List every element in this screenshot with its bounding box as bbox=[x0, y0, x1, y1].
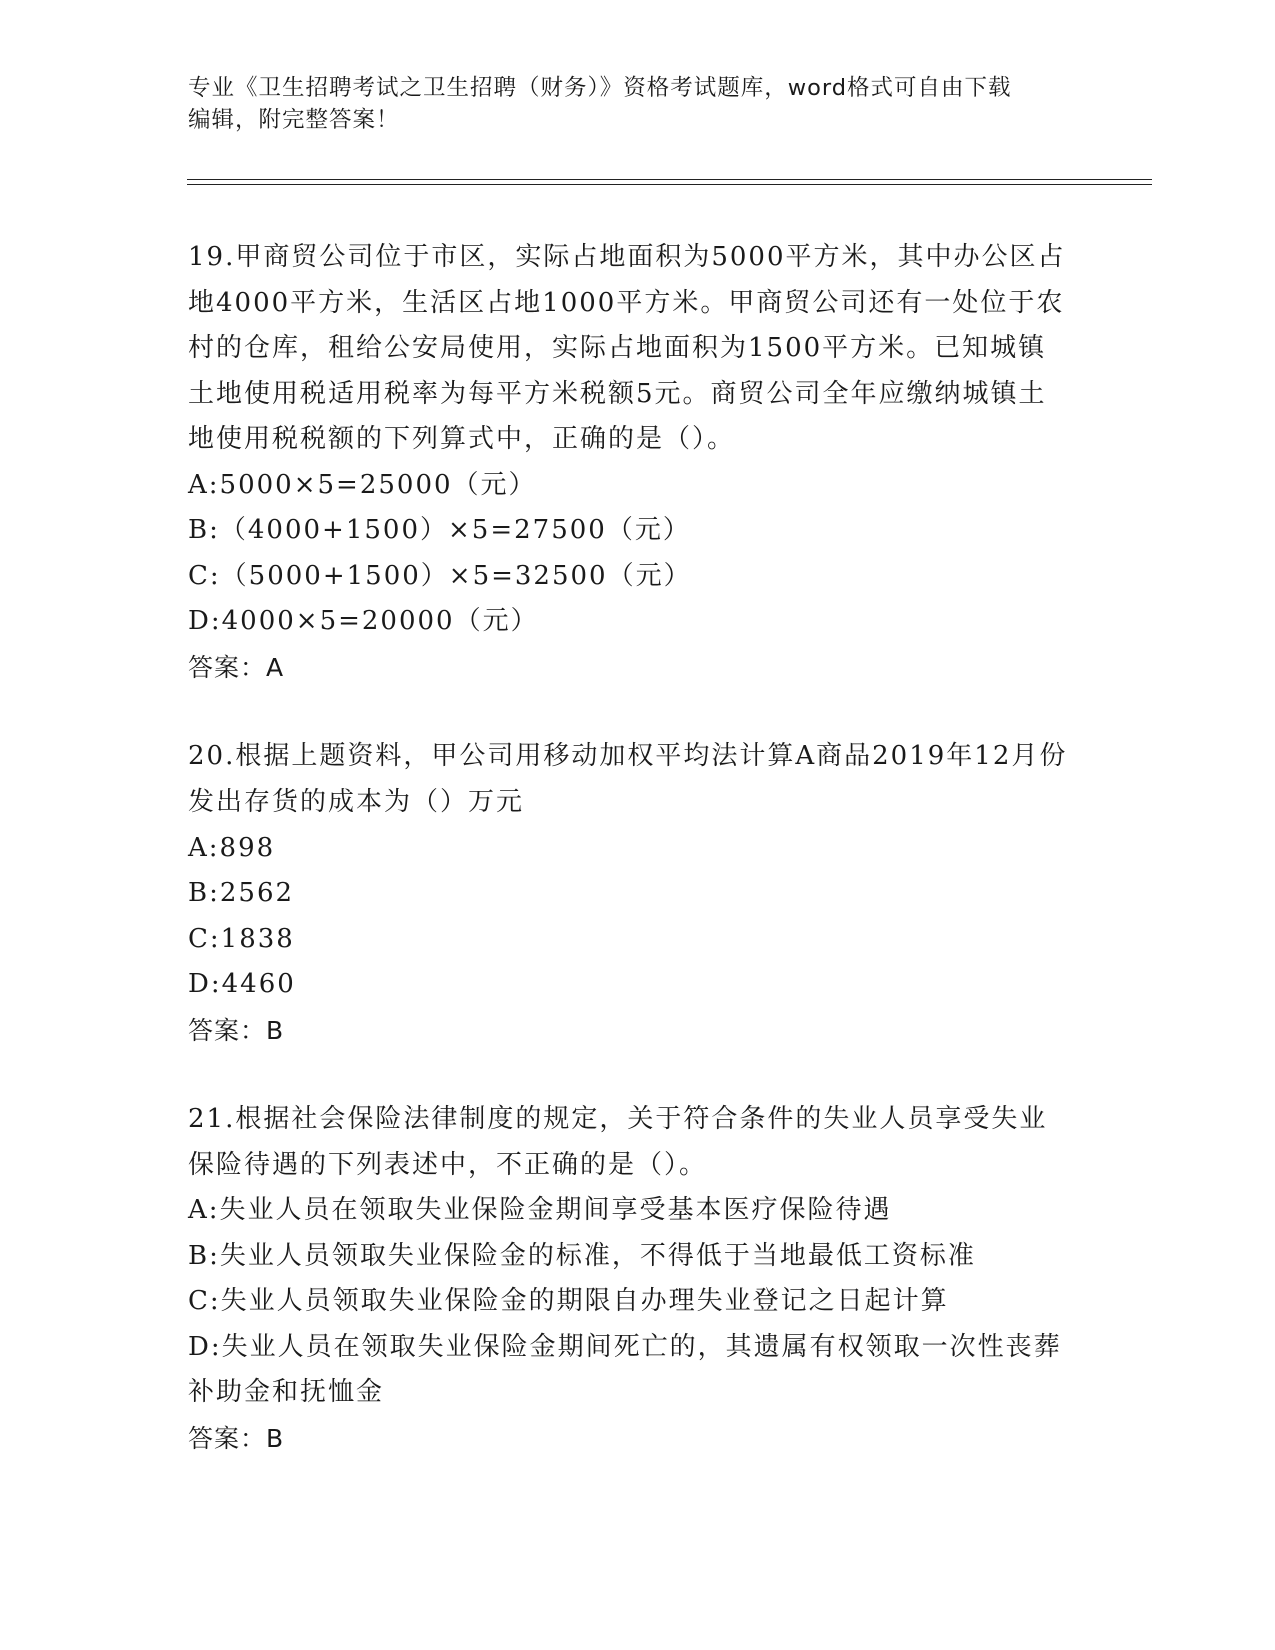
option-letter: D: bbox=[188, 1331, 222, 1362]
header-divider-top bbox=[187, 179, 1152, 180]
option-letter: D: bbox=[188, 969, 222, 1000]
option-list bbox=[188, 826, 1068, 1008]
option-text: 失业人员领取失业保险金的期限自办理失业登记之日起计算 bbox=[220, 1286, 949, 1317]
option-text: 4000×5=20000（元） bbox=[221, 606, 539, 637]
option-d bbox=[188, 599, 1068, 645]
option-c bbox=[188, 554, 1068, 600]
option-a bbox=[188, 463, 1068, 509]
question-stem: 20.根据上题资料，甲公司用移动加权平均法计算A商品2019年12月份发出存货的成本为（）万元 bbox=[188, 741, 1068, 818]
option-letter: D: bbox=[188, 606, 222, 637]
question-stem: 19.甲商贸公司位于市区，实际占地面积为5000平方米，其中办公区占地4000平方米，生活区占地1000平方米。甲商贸公司还有一处位于农村的仓库，租给公安局使用，实际占地面积为1500平方米。已知城镇土地使用税适用税率为每平方米税额5元。商贸公司全年应缴纳城镇土地使用税税额的下列算式中，正确的是（）。 bbox=[188, 242, 1066, 455]
option-text: （5000+1500）×5=32500（元） bbox=[220, 560, 692, 591]
option-b bbox=[188, 1234, 1068, 1280]
option-a bbox=[188, 826, 1068, 872]
question-list bbox=[188, 235, 1068, 1505]
header-line-1: 专业《卫生招聘考试之卫生招聘（财务）》资格考试题库，word格式可自由下载 bbox=[188, 75, 1012, 101]
option-d bbox=[188, 1325, 1068, 1416]
option-list bbox=[188, 1188, 1068, 1416]
answer-label: 答案：B bbox=[188, 1015, 285, 1045]
option-text: 5000×5=25000（元） bbox=[219, 469, 537, 500]
option-letter: A: bbox=[188, 832, 220, 863]
option-letter: C: bbox=[188, 1286, 221, 1317]
option-c bbox=[188, 1279, 1068, 1325]
answer-label: 答案：A bbox=[188, 652, 285, 682]
option-letter: B: bbox=[188, 878, 220, 909]
question-21 bbox=[188, 1097, 1068, 1461]
document-header bbox=[188, 72, 1088, 136]
option-d bbox=[188, 962, 1068, 1008]
option-text: 失业人员在领取失业保险金期间享受基本医疗保险待遇 bbox=[219, 1195, 892, 1226]
question-20 bbox=[188, 734, 1068, 1053]
option-c bbox=[188, 917, 1068, 963]
header-divider-bottom bbox=[187, 184, 1152, 185]
header-line-2: 编辑，附完整答案！ bbox=[188, 107, 400, 133]
option-text: 2562 bbox=[219, 878, 295, 909]
option-text: 失业人员领取失业保险金的标准，不得低于当地最低工资标准 bbox=[219, 1240, 976, 1271]
option-text: 失业人员在领取失业保险金期间死亡的，其遗属有权领取一次性丧葬补助金和抚恤金 bbox=[188, 1331, 1062, 1408]
option-b bbox=[188, 871, 1068, 917]
option-letter: B: bbox=[188, 515, 220, 546]
option-text: 4460 bbox=[221, 969, 296, 1000]
option-list bbox=[188, 463, 1068, 645]
option-b bbox=[188, 508, 1068, 554]
question-stem: 21.根据社会保险法律制度的规定，关于符合条件的失业人员享受失业保险待遇的下列表述中，不正确的是（）。 bbox=[188, 1104, 1048, 1180]
option-letter: C: bbox=[188, 923, 221, 954]
option-letter: A: bbox=[188, 469, 220, 500]
option-text: 1838 bbox=[220, 923, 295, 954]
question-19 bbox=[188, 235, 1068, 690]
option-letter: B: bbox=[188, 1240, 220, 1271]
option-a bbox=[188, 1188, 1068, 1234]
answer-label: 答案：B bbox=[188, 1423, 285, 1453]
option-letter: C: bbox=[188, 560, 221, 591]
option-text: 898 bbox=[219, 832, 276, 863]
option-letter: A: bbox=[188, 1195, 220, 1226]
option-text: （4000+1500）×5=27500（元） bbox=[219, 515, 691, 546]
